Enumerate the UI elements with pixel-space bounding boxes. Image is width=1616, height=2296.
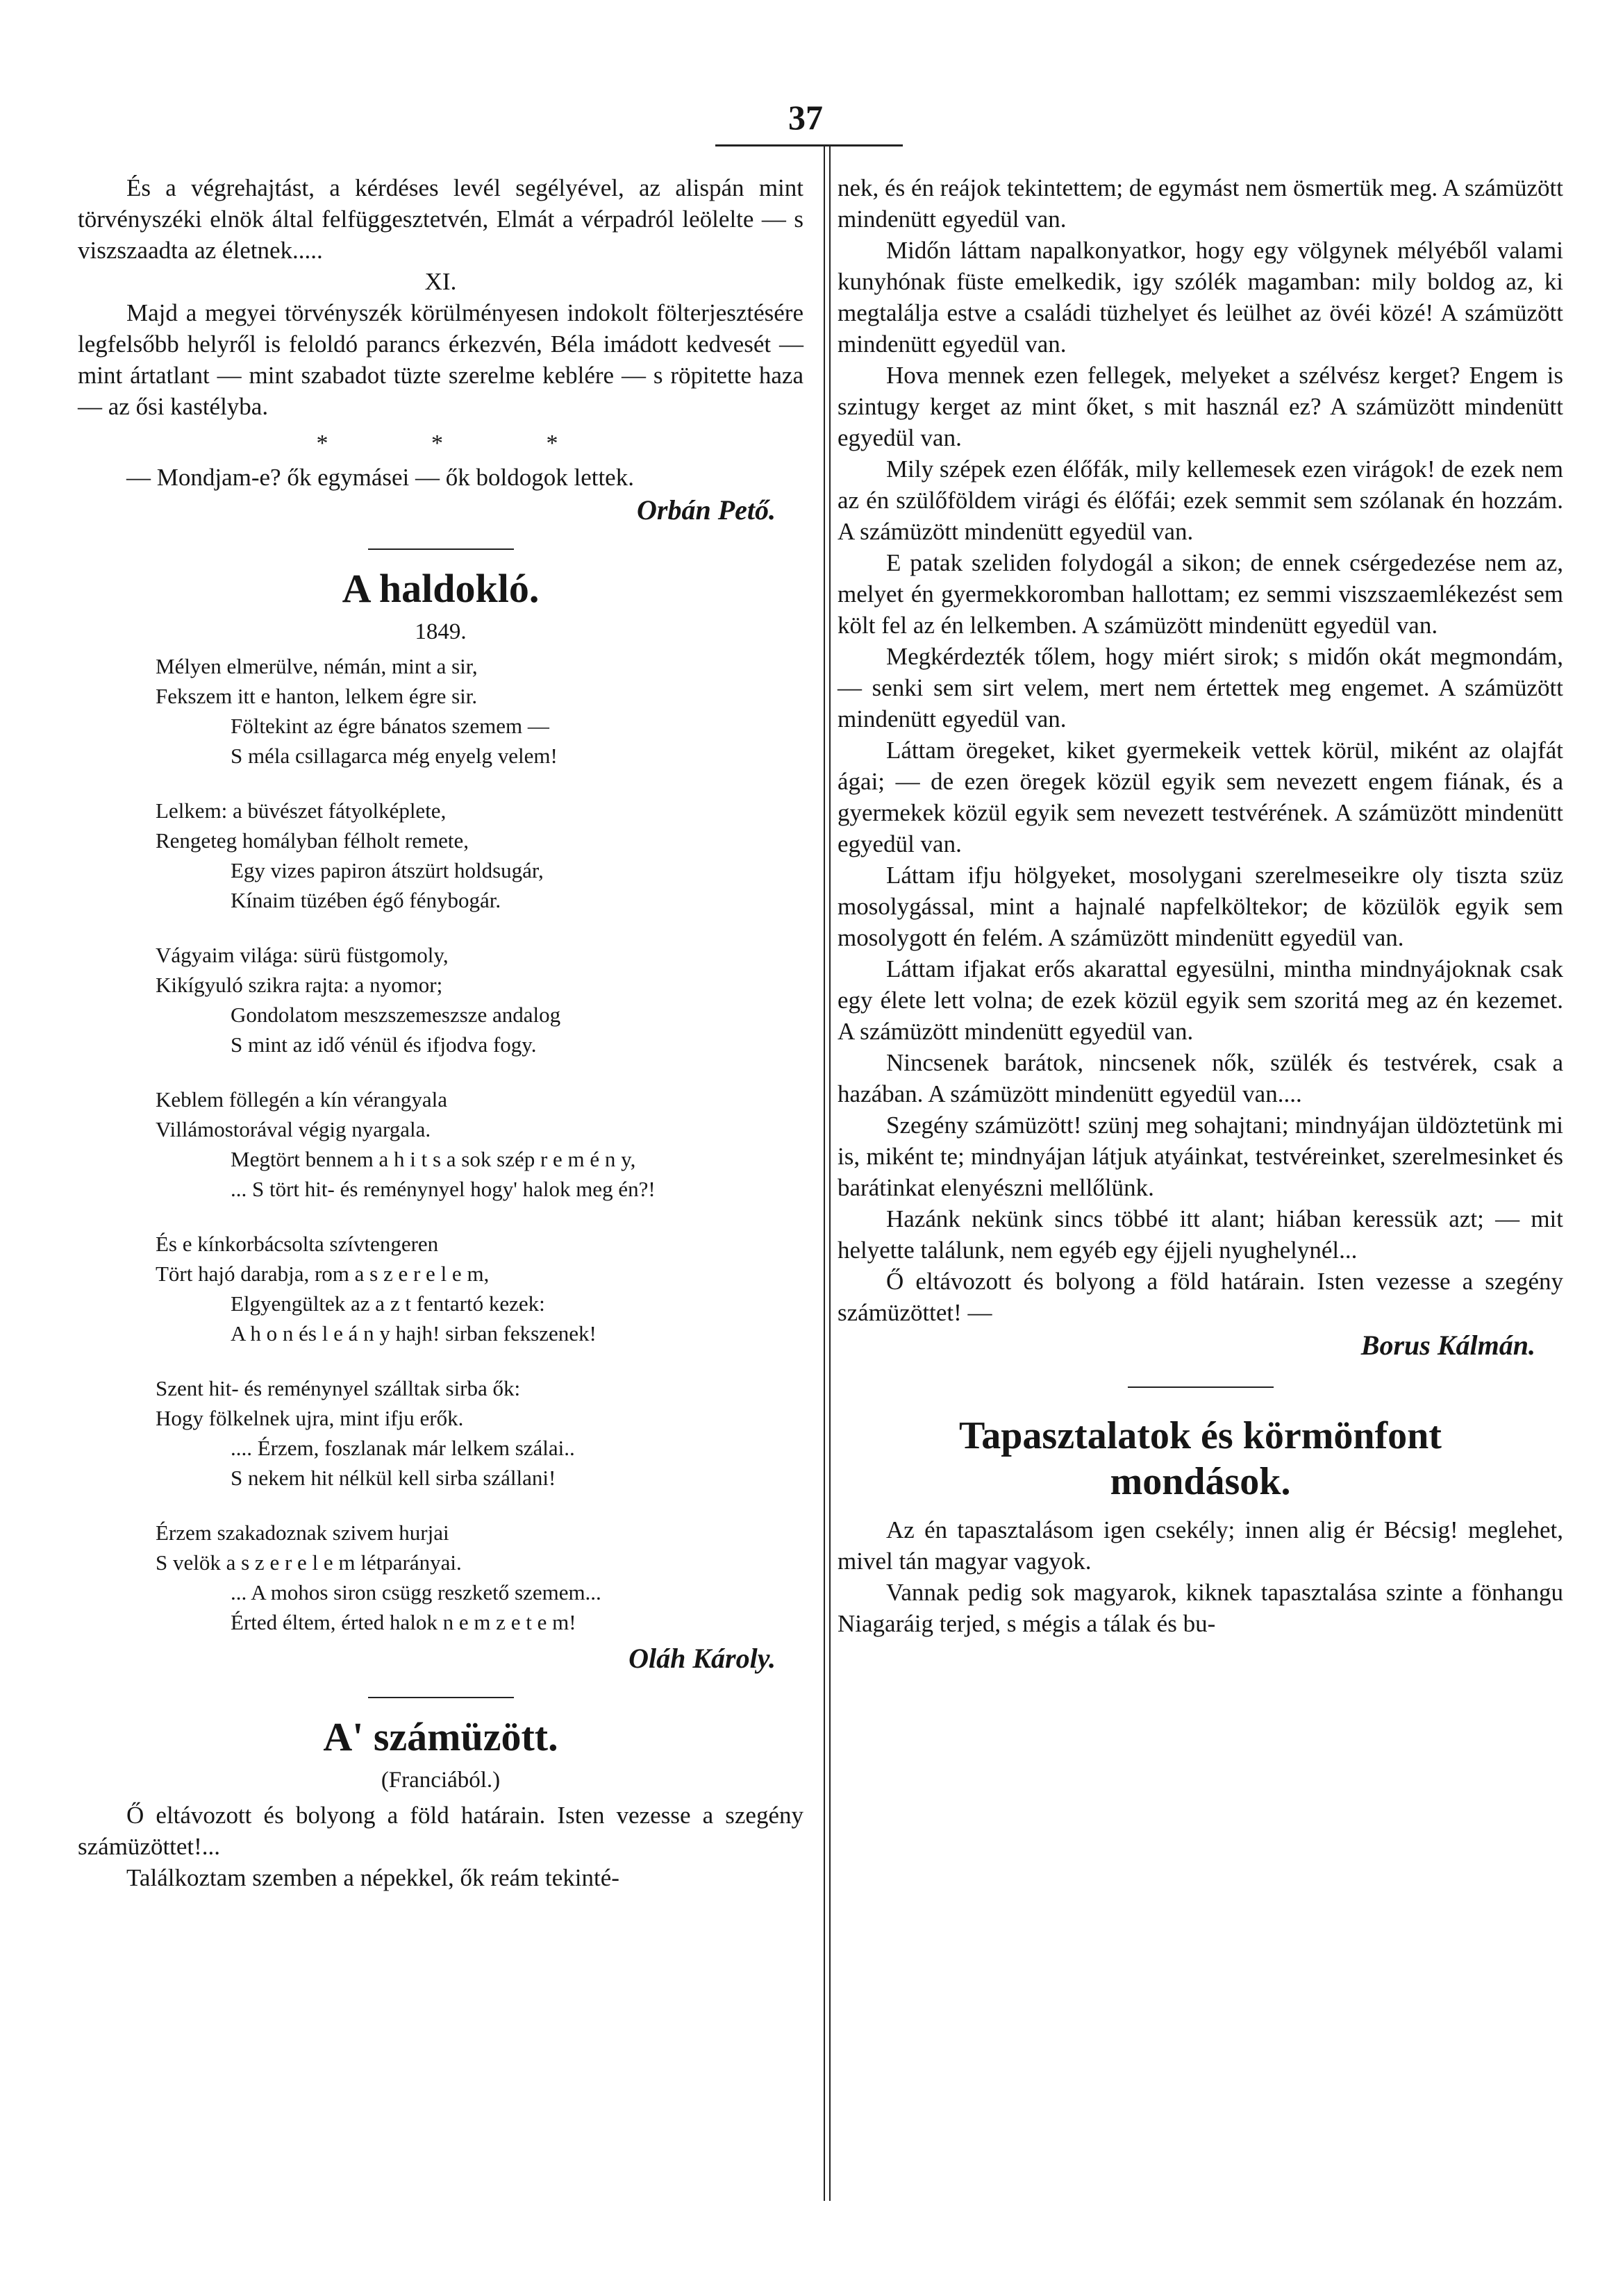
paragraph: Láttam ifjakat erős akarattal egyesülni, mintha mindnyájoknak csak egy élete lett volna; de ezek közül egyik sem szoritá meg az én kezemet. A számüzött mindenütt egyedül van. bbox=[838, 955, 1563, 1045]
paragraph: Mily szépek ezen élőfák, mily kellemesek ezen virágok! de ezek nem az én szülőföldem virági és élőfái; ezek semmit sem szólanak én hozzám. A számüzött mindenütt egyedül van. bbox=[838, 455, 1563, 545]
header-rule bbox=[715, 144, 903, 146]
story-title: A' számüzött. bbox=[323, 1714, 558, 1759]
section-rule bbox=[1128, 1386, 1274, 1388]
paragraph: Láttam ifju hölgyeket, mosolygani szerelmeseikre oly tiszta szüz mosolygással, mint a hajnalé napfelköltekor; de közülök egyik sem mosolygott én felém. A számüzött mindenütt egyedül van. bbox=[838, 862, 1563, 951]
poem-stanza bbox=[78, 1373, 803, 1493]
poem-line: Kínaim tüzében égő fénybogár. bbox=[231, 888, 501, 912]
paragraph: Hazánk nekünk sincs többé itt alant; hiában keressük azt; — mit helyette találunk, nem egyéb egy éjjeli nyughelynél... bbox=[838, 1205, 1563, 1264]
poem-line: Rengeteg homályban félholt remete, bbox=[156, 828, 469, 853]
poem-line: Gondolatom meszszemeszsze andalog bbox=[231, 1003, 561, 1027]
paragraph: Ő eltávozott és bolyong a föld határain. Isten vezesse a szegény számüzöttet! — bbox=[838, 1268, 1563, 1326]
poem-line: Fekszem itt e hanton, lelkem égre sir. bbox=[156, 684, 478, 708]
poem-line: Lelkem: a büvészet fátyolképlete, bbox=[156, 798, 447, 823]
author-signature: Orbán Pető. bbox=[637, 494, 776, 526]
paragraph: Nincsenek barátok, nincsenek nők, szülék és testvérek, csak a hazában. A számüzött mindenütt egyedül van.... bbox=[838, 1049, 1563, 1107]
author-signature: Oláh Károly. bbox=[628, 1643, 776, 1674]
paragraph: Az én tapasztalásom igen csekély; innen alig ér Bécsig! meglehet, mivel tán magyar vagyok. bbox=[838, 1516, 1563, 1575]
chapter-number: XI. bbox=[424, 268, 457, 295]
poem-line: .... Érzem, foszlanak már lelkem szálai.. bbox=[231, 1436, 575, 1460]
poem-line: Föltekint az égre bánatos szemem — bbox=[231, 714, 549, 738]
article-title-line-2: mondások. bbox=[1110, 1460, 1291, 1503]
paragraph: — Mondjam-e? ők egymásei — ők boldogok lettek. bbox=[126, 464, 634, 491]
author-signature: Borus Kálmán. bbox=[1360, 1330, 1535, 1361]
paragraph: nek, és én reájok tekintettem; de egymást nem ösmertük meg. A számüzött mindenütt egyedül van. bbox=[838, 174, 1563, 233]
poem-line: Keblem föllegén a kín vérangyala bbox=[156, 1087, 448, 1112]
poem-year: 1849. bbox=[415, 619, 467, 644]
poem-stanza bbox=[78, 651, 803, 771]
poem-line: S mint az idő vénül és ifjodva fogy. bbox=[231, 1032, 537, 1057]
poem-line: És e kínkorbácsolta szívtengeren bbox=[156, 1232, 439, 1256]
right-column bbox=[838, 172, 1563, 1639]
left-column bbox=[78, 172, 803, 1893]
poem-line: S velök a s z e r e l e m létparányai. bbox=[156, 1550, 462, 1575]
poem-line: ... S tört hit- és reménynyel hogy' halok meg én?! bbox=[231, 1177, 656, 1201]
poem-line: Elgyengültek az a z t fentartó kezek: bbox=[231, 1291, 545, 1316]
section-rule bbox=[368, 1697, 514, 1698]
poem-line: Érzem szakadoznak szivem hurjai bbox=[156, 1520, 449, 1545]
poem-stanza bbox=[78, 1229, 803, 1348]
section-stars: * * * bbox=[316, 430, 607, 456]
poem-stanza bbox=[78, 940, 803, 1059]
paragraph: Láttam öregeket, kiket gyermekeik vettek körül, miként az olajfát ágai; — de ezen öregek közül egyik sem nevezett engem fiának, és a gyermekek közül egyik sem nevezett testvérének. A számüzött mindenütt egyedül van. bbox=[838, 737, 1563, 857]
column-divider bbox=[824, 146, 831, 2201]
poem-line: A h o n és l e á n y hajh! sirban fekszenek! bbox=[231, 1321, 597, 1346]
paragraph: Hova mennek ezen fellegek, melyeket a szélvész kerget? Engem is szintugy kerget az mint őket, s mit használ ez? A számüzött mindenütt egyedül van. bbox=[838, 362, 1563, 451]
paragraph: Találkoztam szemben a népekkel, ők reám tekinté- bbox=[126, 1864, 619, 1891]
poem-line: S nekem hit nélkül kell sirba szállani! bbox=[231, 1466, 556, 1490]
poem-stanza bbox=[78, 796, 803, 915]
article-title-line-1: Tapasztalatok és körmönfont bbox=[959, 1414, 1442, 1457]
paragraph: Megkérdezték tőlem, hogy miért sirok; s midőn okát megmondám, — senki sem sirt velem, mert nem értettek meg engemet. A számüzött mindenütt egyedül van. bbox=[838, 643, 1563, 732]
paragraph: Ő eltávozott és bolyong a föld határain. Isten vezesse a szegény számüzöttet!... bbox=[78, 1802, 803, 1860]
poem-line: Megtört bennem a h i t s a sok szép r e m é n y, bbox=[231, 1147, 636, 1171]
poem-line: Tört hajó darabja, rom a s z e r e l e m, bbox=[156, 1262, 490, 1286]
poem-title: A haldokló. bbox=[342, 566, 540, 611]
paragraph: És a végrehajtást, a kérdéses levél segélyével, az alispán mint törvényszéki elnök által felfüggesztetvén, Elmát a vérpadról leölelte — s viszszaadta az életnek..... bbox=[78, 174, 803, 264]
poem-line: Egy vizes papiron átszürt holdsugár, bbox=[231, 858, 544, 882]
poem-line: ... A mohos siron csügg reszkető szemem... bbox=[231, 1580, 601, 1604]
paragraph: Vannak pedig sok magyarok, kiknek tapasztalása szinte a fönhangu Niagaráig terjed, s mégis a tálak és bu- bbox=[838, 1579, 1563, 1637]
poem-line: Vágyaim világa: sürü füstgomoly, bbox=[156, 943, 449, 967]
poem-line: Érted éltem, érted halok n e m z e t e m! bbox=[231, 1610, 576, 1634]
poem-line: Mélyen elmerülve, némán, mint a sir, bbox=[156, 654, 478, 678]
poem-line: Szent hit- és reménynyel szálltak sirba ők: bbox=[156, 1376, 521, 1400]
poem-line: Kikígyuló szikra rajta: a nyomor; bbox=[156, 973, 443, 997]
poem-line: Hogy fölkelnek ujra, mint ifju erők. bbox=[156, 1406, 464, 1430]
page-number: 37 bbox=[788, 98, 823, 137]
poem-line: S méla csillagarca még enyelg velem! bbox=[231, 744, 558, 768]
poem-stanza bbox=[78, 1518, 803, 1637]
paragraph: Szegény számüzött! szünj meg sohajtani; mindnyájan üldöztetünk mi is, miként te; mindnyájan látjuk atyáinkat, testvéreinket, szerelmesinket és barátinkat elenyészni mellőlünk. bbox=[838, 1112, 1563, 1201]
section-rule bbox=[368, 548, 514, 550]
paragraph: Majd a megyei törvényszék körülményesen indokolt fölterjesztésére legfelsőbb helyről is feloldó parancs érkezvén, Béla imádott kedvesét — mint ártatlant — mint szabadot tüzte szerelme keblére — s röpitette haza — az ősi kastélyba. bbox=[78, 299, 803, 420]
story-subtitle: (Franciából.) bbox=[381, 1768, 501, 1793]
poem-stanza bbox=[78, 1084, 803, 1204]
paragraph: E patak szeliden folydogál a sikon; de ennek csérgedezése nem az, melyet én gyermekkoromban hallottam; ez semmi viszszaemlékezést sem költ fel az én lelkemben. A számüzött mindenütt egyedül van. bbox=[838, 549, 1563, 639]
paragraph: Midőn láttam napalkonyatkor, hogy egy völgynek mélyéből valami kunyhónak füste emelkedik, igy szólék magamban: mily boldog az, ki megtalálja estve a családi tüzhelyet és leülhet az övéi közé! A számüzött mindenütt egyedül van. bbox=[838, 237, 1563, 358]
poem-line: Villámostorával végig nyargala. bbox=[156, 1117, 431, 1141]
